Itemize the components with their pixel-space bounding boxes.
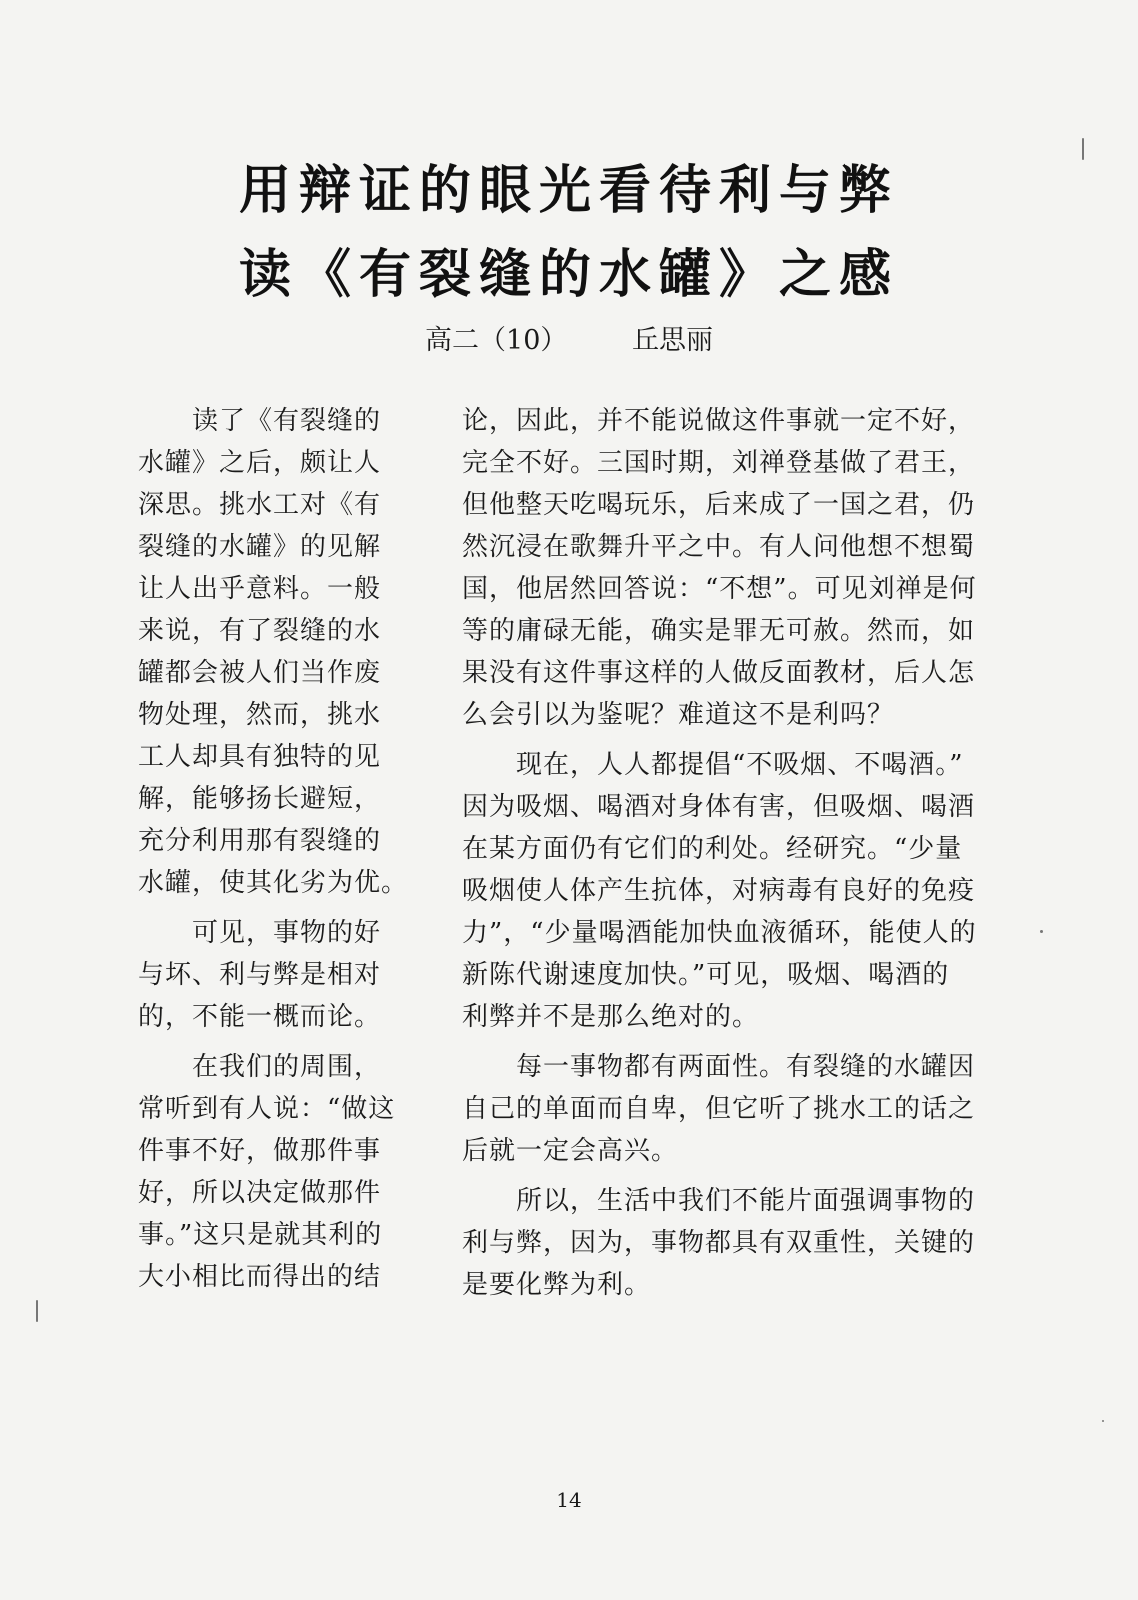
article-subtitle: 读《有裂缝的水罐》之感 [238,244,899,305]
paragraph-gap [462,1172,1032,1180]
text-line: 自己的单面而自卑，但它听了挑水工的话之 [462,1094,976,1124]
text-line: 等的庸碌无能，确实是罪无可赦。然而，如 [462,616,976,646]
text-line: 果没有这件事这样的人做反面教材，后人怎 [462,658,976,688]
text-line: 裂缝的水罐》的见解 [138,532,382,562]
text-line: 与坏、利与弊是相对 [138,960,382,990]
text-line: 的，不能一概而论。 [138,1002,382,1032]
text-line: 在我们的周围， [138,1052,382,1082]
text-line: 所以，生活中我们不能片面强调事物的 [462,1186,976,1216]
text-line: 让人出乎意料。一般 [138,574,382,604]
paragraph-gap [138,904,420,912]
text-line: 罐都会被人们当作废 [138,658,382,688]
text-line: 充分利用那有裂缝的 [138,826,382,856]
text-line: 大小相比而得出的结 [138,1262,382,1292]
text-line: 论，因此，并不能说做这件事就一定不好， [462,406,976,436]
paragraph [138,1046,420,1298]
paragraph [138,912,420,1038]
text-line: 利与弊，因为，事物都具有双重性，关键的 [462,1228,976,1258]
text-line: 好，所以决定做那件 [138,1178,382,1208]
text-line: 力”，“少量喝酒能加快血液循环，能使人的 [462,918,977,948]
paragraph [138,400,420,904]
paragraph [462,400,1032,736]
text-line: 事。”这只是就其利的 [138,1220,383,1250]
text-line: 因为吸烟、喝酒对身体有害，但吸烟、喝酒 [462,792,976,822]
text-line: 是要化弊为利。 [462,1270,652,1300]
text-line: 完全不好。三国时期，刘禅登基做了君王， [462,448,976,478]
left-column [138,400,420,1298]
paragraph [462,1180,1032,1306]
text-line: 每一事物都有两面性。有裂缝的水罐因 [462,1052,976,1082]
scan-speck [1102,1420,1104,1422]
text-line: 么会引以为鉴呢？难道这不是利吗？ [462,700,895,730]
text-line: 物处理，然而，挑水 [138,700,382,730]
text-line: 新陈代谢速度加快。”可见，吸烟、喝酒的 [462,960,950,990]
byline [0,318,1138,357]
text-line: 工人却具有独特的见 [138,742,382,772]
article-title: 用辩证的眼光看待利与弊 [238,160,899,221]
paragraph-gap [462,1038,1032,1046]
scan-speck [36,1300,38,1322]
scan-speck [1040,930,1043,933]
text-line: 国，他居然回答说：“不想”。可见刘禅是何 [462,574,977,604]
text-line: 来说，有了裂缝的水 [138,616,382,646]
text-line: 吸烟使人体产生抗体，对病毒有良好的免疫 [462,876,976,906]
text-line: 读了《有裂缝的 [138,406,382,436]
right-column [462,400,1032,1306]
text-line: 水罐，使其化劣为优。 [138,868,409,898]
text-line: 常听到有人说：“做这 [138,1094,396,1124]
text-line: 然沉浸在歌舞升平之中。有人问他想不想蜀 [462,532,976,562]
text-line: 件事不好，做那件事 [138,1136,382,1166]
text-line: 可见，事物的好 [138,918,382,948]
text-line: 解，能够扬长避短， [138,784,382,814]
text-line: 在某方面仍有它们的利处。经研究。“少量 [462,834,963,864]
byline-class: 高二（10） [425,325,568,356]
paragraph-gap [138,1038,420,1046]
text-line: 利弊并不是那么绝对的。 [462,1002,760,1032]
text-line: 但他整天吃喝玩乐，后来成了一国之君，仍 [462,490,976,520]
scan-speck [1082,138,1084,160]
text-line: 后就一定会高兴。 [462,1136,679,1166]
text-line: 水罐》之后，颇让人 [138,448,382,478]
paragraph [462,744,1032,1038]
paragraph-gap [462,736,1032,744]
text-line: 深思。挑水工对《有 [138,490,382,520]
byline-author: 丘思丽 [631,325,713,356]
page-number: 14 [556,1488,582,1512]
paragraph [462,1046,1032,1172]
text-line: 现在，人人都提倡“不吸烟、不喝酒。” [462,750,964,780]
